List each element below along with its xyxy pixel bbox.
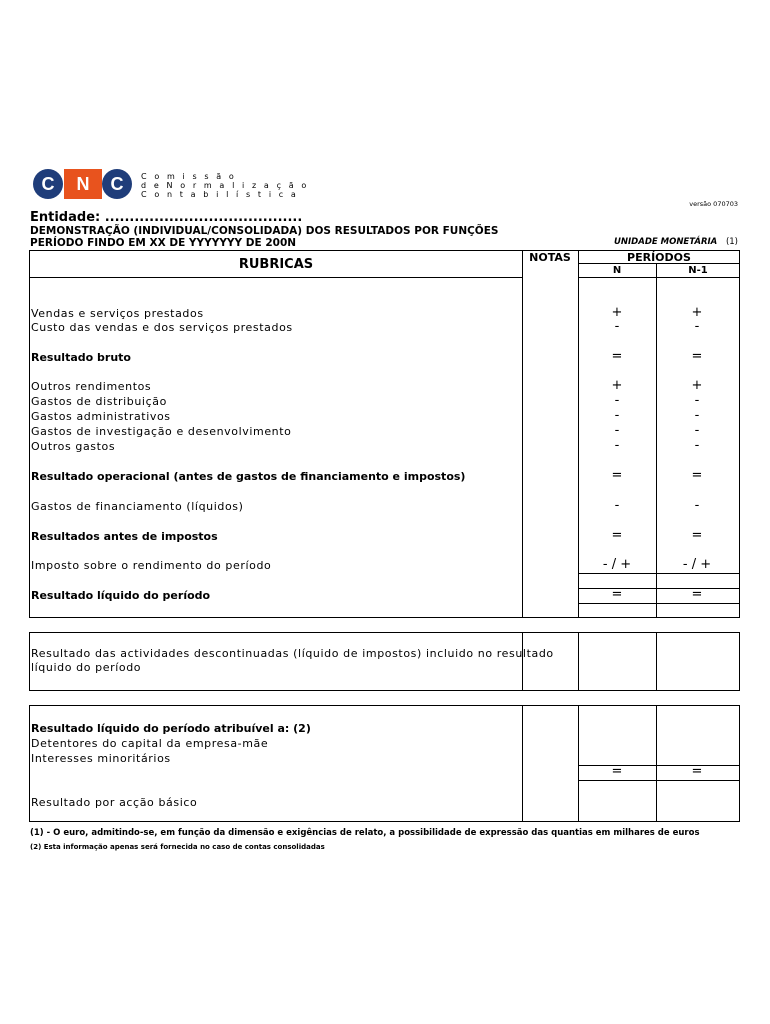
row-n-research: - bbox=[614, 423, 620, 438]
row-label-other-income: Outros rendimentos bbox=[31, 380, 152, 393]
row-n-financing: - bbox=[614, 498, 620, 513]
entity-line: Entidade: ........................................ bbox=[30, 210, 303, 225]
unit-label bbox=[614, 237, 738, 247]
row-n-distribution: - bbox=[614, 393, 620, 408]
row-n1-income-tax: - / + bbox=[682, 557, 712, 572]
discontinued-label-line2: líquido do período bbox=[31, 661, 142, 674]
row-n1-other-income: + bbox=[691, 378, 703, 393]
row-n1-net-result: = bbox=[691, 587, 703, 602]
row-label-distribution: Gastos de distribuição bbox=[31, 395, 167, 408]
row-line-net-bottom bbox=[578, 603, 740, 604]
attribution-n-n1-divider bbox=[656, 705, 657, 822]
row-n-cost-of-sales: - bbox=[614, 319, 620, 334]
notas-left-border bbox=[522, 250, 523, 618]
header-col-n1: N-1 bbox=[688, 265, 708, 276]
attribution-title: Resultado líquido do período atribuível a: (2) bbox=[31, 722, 311, 735]
attribution-eps: Resultado por acção básico bbox=[31, 796, 198, 809]
footnote-1: (1) - O euro, admitindo-se, em função da dimensão e exigências de relato, a possibilidade de expressão das quantias em milhares de euros bbox=[30, 828, 700, 838]
period-line: PERÍODO FINDO EM XX DE YYYYYYY DE 200N bbox=[30, 237, 297, 249]
discontinued-periods-border bbox=[578, 632, 579, 691]
attribution-parent: Detentores do capital da empresa-mãe bbox=[31, 737, 269, 750]
row-label-operating-result: Resultado operacional (antes de gastos de financiamento e impostos) bbox=[31, 470, 466, 483]
row-n1-operating-result: = bbox=[691, 468, 703, 483]
row-n-other-expenses: - bbox=[614, 438, 620, 453]
logo-letter-n: N bbox=[64, 169, 102, 199]
row-n1-pretax: = bbox=[691, 528, 703, 543]
row-label-gross-result: Resultado bruto bbox=[31, 351, 131, 364]
logo-letter-c1: C bbox=[33, 169, 63, 199]
row-n-gross-result: = bbox=[611, 349, 623, 364]
row-n1-financing: - bbox=[694, 498, 700, 513]
discontinued-n-n1-divider bbox=[656, 632, 657, 691]
row-n-administrative: - bbox=[614, 408, 620, 423]
row-n-other-income: + bbox=[611, 378, 623, 393]
header-rubricas: RUBRICAS bbox=[238, 257, 314, 272]
header-periodos: PERÍODOS bbox=[627, 251, 691, 264]
row-n-sales: + bbox=[611, 305, 623, 320]
attribution-total-n: = bbox=[611, 764, 623, 779]
row-n1-research: - bbox=[694, 423, 700, 438]
attribution-total-bottom bbox=[578, 780, 740, 781]
row-n1-sales: + bbox=[691, 305, 703, 320]
periods-header-bottom bbox=[578, 277, 740, 278]
row-n-income-tax: - / + bbox=[602, 557, 632, 572]
logo-line-2: d e N o r m a l i z a ç ã o bbox=[141, 181, 309, 190]
logo-line-3: C o n t a b i l í s t i c a bbox=[141, 190, 299, 199]
row-label-net-result: Resultado líquido do período bbox=[31, 589, 211, 602]
n-n1-divider bbox=[656, 263, 657, 618]
main-table-header-bottom bbox=[29, 277, 523, 278]
periods-left-border bbox=[578, 250, 579, 618]
row-n-pretax: = bbox=[611, 528, 623, 543]
row-n1-gross-result: = bbox=[691, 349, 703, 364]
row-label-sales: Vendas e serviços prestados bbox=[31, 307, 204, 320]
row-label-cost-of-sales: Custo das vendas e dos serviços prestados bbox=[31, 321, 293, 334]
unit-text: UNIDADE MONETÁRIA bbox=[614, 237, 718, 247]
logo-letter-c2: C bbox=[102, 169, 132, 199]
row-label-research: Gastos de investigação e desenvolvimento bbox=[31, 425, 292, 438]
row-n1-cost-of-sales: - bbox=[694, 319, 700, 334]
row-label-other-expenses: Outros gastos bbox=[31, 440, 116, 453]
document-title: DEMONSTRAÇÃO (INDIVIDUAL/CONSOLIDADA) DOS RESULTADOS POR FUNÇÕES bbox=[30, 225, 499, 237]
unit-note: (1) bbox=[725, 237, 738, 247]
version-label: versão 070703 bbox=[689, 200, 738, 208]
header-col-n: N bbox=[612, 265, 622, 276]
row-line-tax-top bbox=[578, 573, 740, 574]
logo-line-1: C o m i s s ã o bbox=[141, 172, 237, 181]
attribution-total-n1: = bbox=[691, 764, 703, 779]
row-label-administrative: Gastos administrativos bbox=[31, 410, 171, 423]
row-label-financing: Gastos de financiamento (líquidos) bbox=[31, 500, 244, 513]
row-n-net-result: = bbox=[611, 587, 623, 602]
row-label-pretax: Resultados antes de impostos bbox=[31, 530, 218, 543]
row-label-income-tax: Imposto sobre o rendimento do período bbox=[31, 559, 272, 572]
discontinued-notas-border bbox=[522, 632, 523, 691]
attribution-minority: Interesses minoritários bbox=[31, 752, 171, 765]
header-notas: NOTAS bbox=[529, 251, 571, 264]
row-n1-distribution: - bbox=[694, 393, 700, 408]
discontinued-label-line1: Resultado das actividades descontinuadas (líquido de impostos) incluido no resultado bbox=[31, 647, 554, 660]
attribution-periods-border bbox=[578, 705, 579, 822]
row-n-operating-result: = bbox=[611, 468, 623, 483]
footnote-2: (2) Esta informação apenas será fornecida no caso de contas consolidadas bbox=[30, 843, 325, 851]
attribution-notas-border bbox=[522, 705, 523, 822]
row-n1-other-expenses: - bbox=[694, 438, 700, 453]
row-n1-administrative: - bbox=[694, 408, 700, 423]
